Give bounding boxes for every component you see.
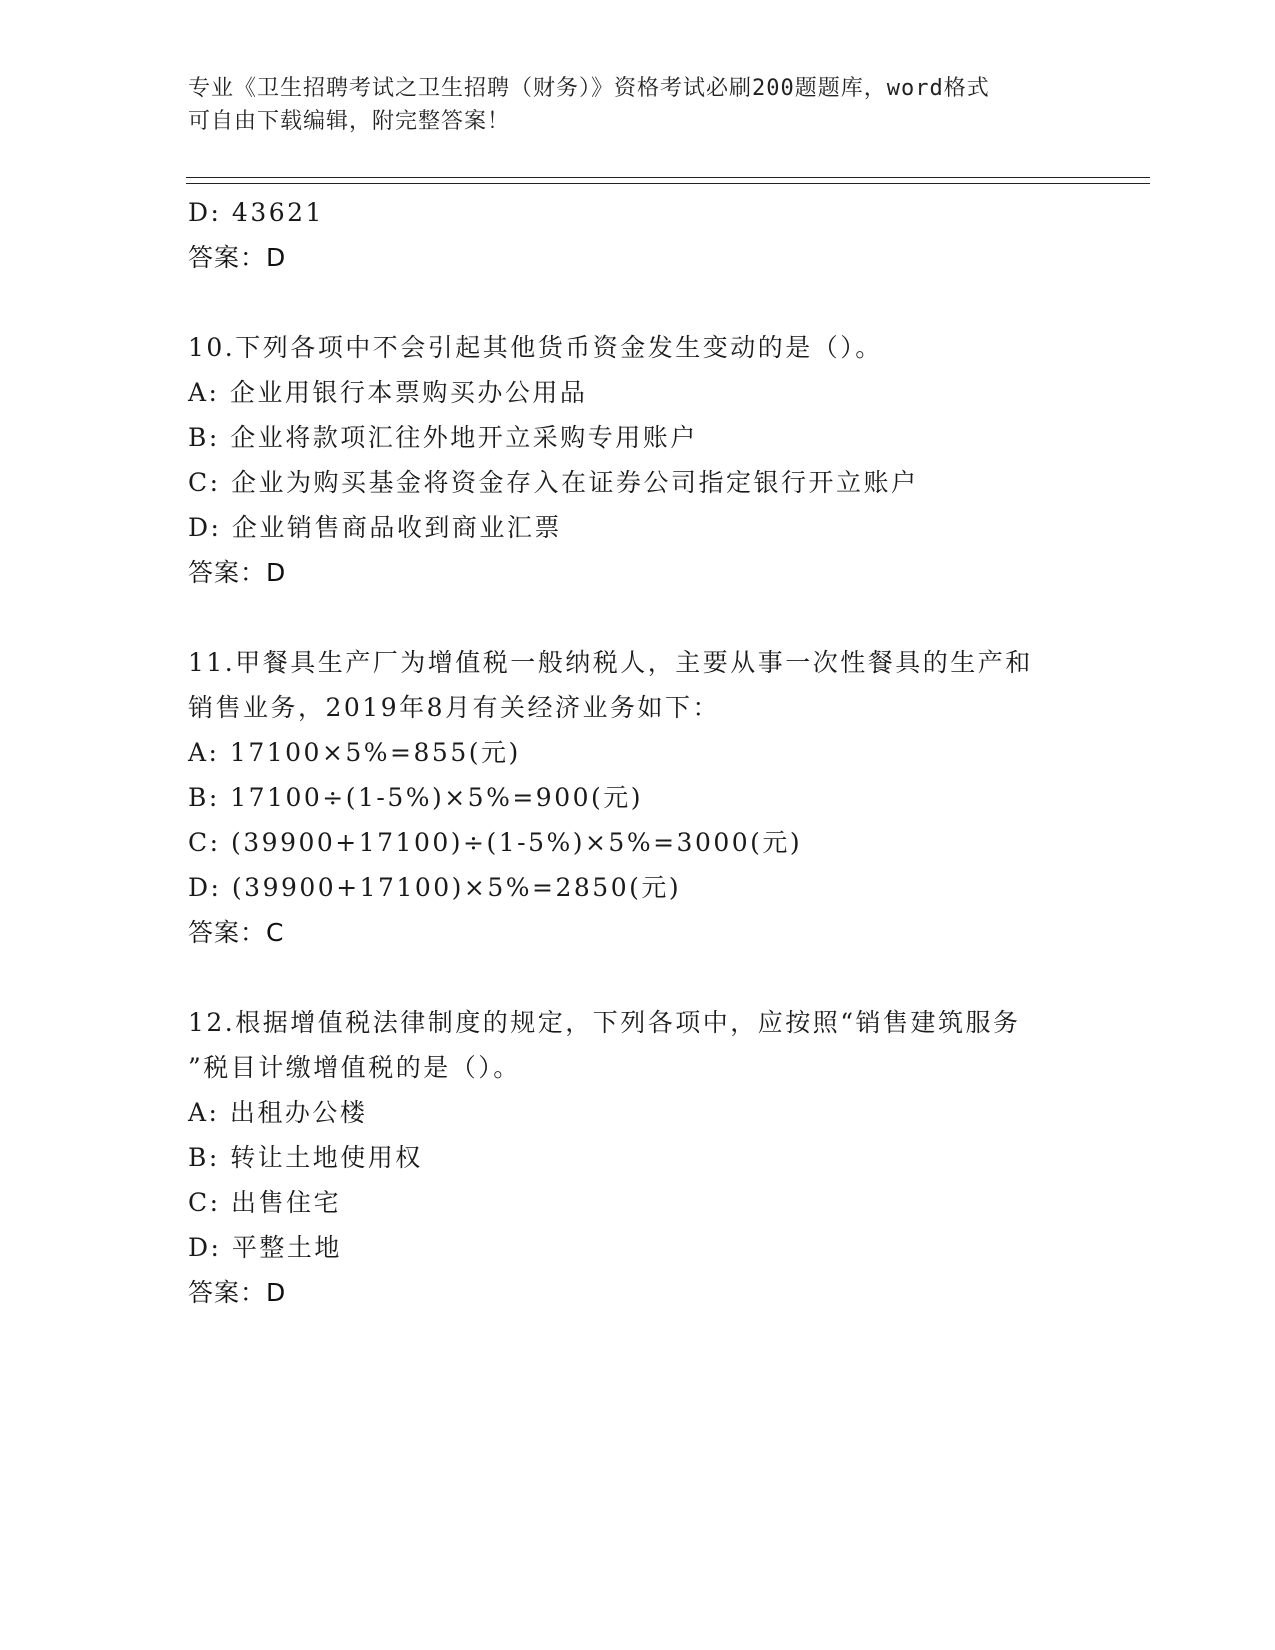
question-10 — [188, 325, 1088, 595]
spacer — [188, 955, 1088, 1000]
option-d: D: 平整土地 — [188, 1233, 342, 1262]
answer-line: 答案：D — [188, 558, 287, 587]
option-a: A: 企业用银行本票购买办公用品 — [188, 378, 588, 407]
question-11 — [188, 640, 1088, 955]
header-title-line-2: 可自由下载编辑，附完整答案！ — [188, 109, 511, 134]
option-c: C: (39900+17100)÷(1-5%)×5%=3000(元) — [188, 828, 803, 857]
option-d: D: 企业销售商品收到商业汇票 — [188, 513, 562, 542]
question-stem-line-1: 11.甲餐具生产厂为增值税一般纳税人，主要从事一次性餐具的生产和 — [188, 648, 1033, 677]
spacer — [188, 280, 1088, 325]
question-stem-line-2: 销售业务，2019年8月有关经济业务如下： — [188, 693, 721, 722]
header-title-line-1: 专业《卫生招聘考试之卫生招聘（财务）》资格考试必刷200题题库，word格式 — [188, 76, 990, 101]
option-b: B: 转让土地使用权 — [188, 1143, 423, 1172]
spacer — [188, 595, 1088, 640]
option-d: D: 43621 — [188, 198, 324, 227]
answer-line: 答案：C — [188, 918, 285, 947]
answer-line: 答案：D — [188, 1278, 287, 1307]
option-a: A: 出租办公楼 — [188, 1098, 368, 1127]
header-divider-bottom — [186, 183, 1150, 184]
question-stem-line-2: ”税目计缴增值税的是（）。 — [188, 1053, 521, 1082]
option-a: A: 17100×5%=855(元) — [188, 738, 521, 767]
option-c: C: 企业为购买基金将资金存入在证券公司指定银行开立账户 — [188, 468, 919, 497]
option-d: D: (39900+17100)×5%=2850(元) — [188, 873, 682, 902]
document-body — [188, 190, 1088, 1315]
header-divider-top — [186, 177, 1150, 178]
answer-line: 答案：D — [188, 243, 287, 272]
previous-question-tail — [188, 190, 1088, 280]
question-stem: 10.下列各项中不会引起其他货币资金发生变动的是（）。 — [188, 333, 883, 362]
option-c: C: 出售住宅 — [188, 1188, 341, 1217]
option-b: B: 企业将款项汇往外地开立采购专用账户 — [188, 423, 698, 452]
question-stem-line-1: 12.根据增值税法律制度的规定，下列各项中，应按照“销售建筑服务 — [188, 1008, 1021, 1037]
question-12 — [188, 1000, 1088, 1315]
option-b: B: 17100÷(1-5%)×5%=900(元) — [188, 783, 644, 812]
document-header — [188, 72, 1088, 138]
